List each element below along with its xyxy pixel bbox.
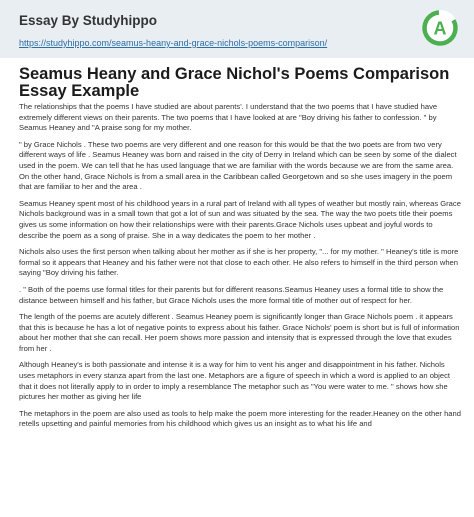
article-paragraph: Seamus Heaney spent most of his childhood years in a rural part of Ireland with all types of weather but mostly rain, whereas Grace Nichols background was in a small town that got a lot of sun and was situated by the sea. The way the two poets title their poems gives us some information on how their relationships were with their parents.Grace Nichols uses upbeat and joyful words to describe the poem as a song of praise. She in a way dedicates the poem to her mother . xyxy=(19,198,461,240)
article-body xyxy=(19,102,461,436)
site-header xyxy=(0,0,474,58)
article-paragraph: The relationships that the poems I have studied are about parents'. I understand that the two poems that I have studied have extremely different views on their parents. The two poems that I have looked at are "Boy driving his father to confession. " by Seamus Heaney and "A praise song for my mother. xyxy=(19,102,438,133)
page-url-link[interactable]: https://studyhippo.com/seamus-heany-and-grace-nichols-poems-comparison/ xyxy=(19,38,328,48)
article-paragraph: Although Heaney's is both passionate and intense it is a way for him to vent his anger and disappointment in his father. Nichols uses metaphors in every stanza apart from the last one. Metaphors are a figure of speech in which a word is applied to an object that it does not literally apply to in order to imply a resemblance The metaphor such as "You were water to me. " shows how she pictures her mother as giving her life xyxy=(19,360,450,402)
article-paragraph: " by Grace Nichols . These two poems are very different and one reason for this would be that the two poets are from two very different ways of life . Seamus Heaney was born and raised in the city of Derry in Ireland which can be seen by some of the dialect used in the poem. We can tell that he has used language that we are familiar with the words because we are from the same area. On the other hand, Grace Nichols is from a small area in the Caribbean called Georgetown and so she uses imagery in the poem that are familiar to her and the area . xyxy=(19,139,457,192)
article-paragraph: . " Both of the poems use formal titles for their parents but for different reasons.Seamus Heaney uses a formal title to show the distance between himself and his father, but Grace Nichols uses the more formal title of mother out of respect for her. xyxy=(19,284,444,305)
article-paragraph: The metaphors in the poem are also used as tools to help make the poem more interesting for the reader.Heaney on the other hand retells upsetting and painful memories from his childhood which gives us an insight as to what his life and xyxy=(19,408,461,429)
article-paragraph: Nichols also uses the first person when talking about her mother as if she is her property, "... for my mother. " Heaney's title is more formal so it appears that Heaney and his father were not that close to each other. He also refers to himself in the third person when saying "Boy driving his father. xyxy=(19,247,459,278)
article-paragraph: The length of the poems are acutely different . Seamus Heaney poem is significantly longer than Grace Nichols poem . it appears that this is because he has a lot of negative points to express about his father. Grace Nichols' poem is short but is full of information about her mother that she can recall. Her poem shows more passion and intensity that is expressed through the love that exudes from her . xyxy=(19,312,460,353)
logo-letter: A xyxy=(433,18,447,39)
studyhippo-logo-icon[interactable] xyxy=(420,8,460,48)
site-brand[interactable]: Essay By Studyhippo xyxy=(19,13,158,28)
article-title: Seamus Heany and Grace Nichol's Poems Comparison Essay Example xyxy=(19,65,450,100)
